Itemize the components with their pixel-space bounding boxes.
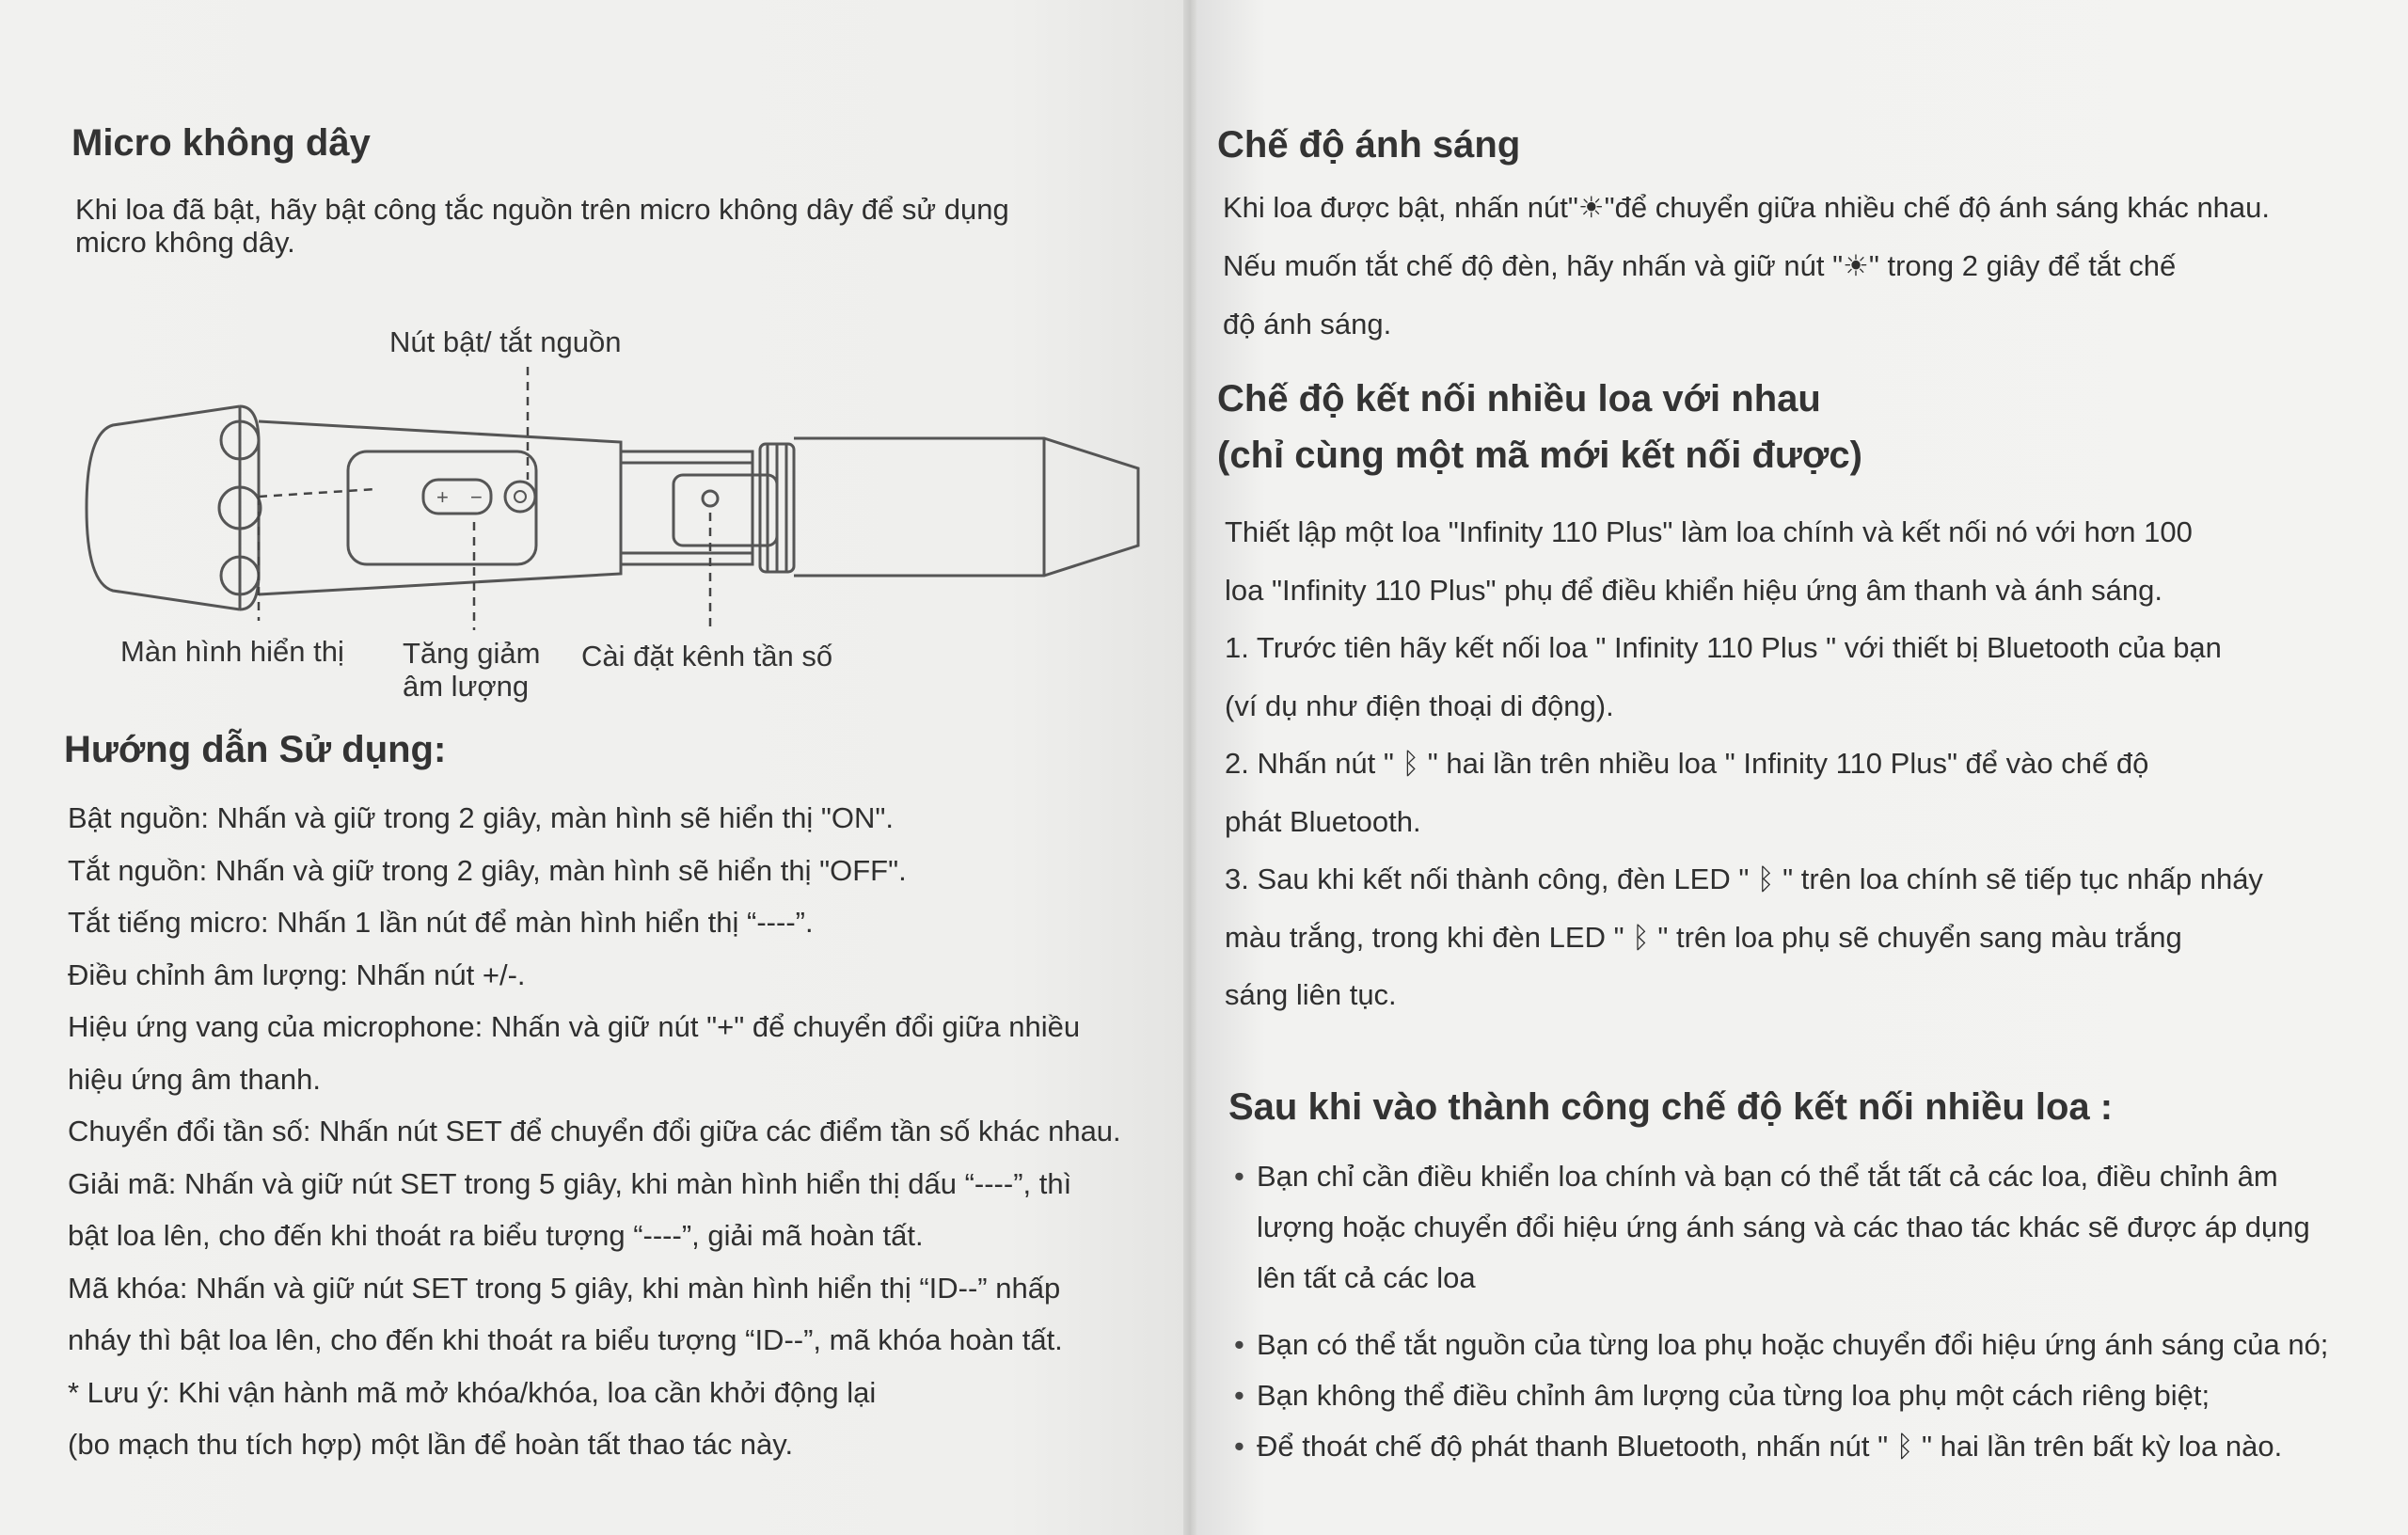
power-button-label: Nút bật/ tắt nguồn [389,325,622,358]
mic-section-title: Micro không dây [71,122,371,164]
multi-speaker-line: 3. Sau khi kết nối thành công, đèn LED " ᛒ " trên loa chính sẽ tiếp tục nhấp nháy [1225,862,2263,895]
guide-line: Giải mã: Nhấn và giữ nút SET trong 5 giây, khi màn hình hiển thị dấu “----”, thì [68,1166,1072,1200]
mic-tail [794,438,1138,576]
guide-line: Tắt tiếng micro: Nhấn 1 lần nút để màn hình hiển thị “----”. [68,906,814,939]
guide-title: Hướng dẫn Sử dụng: [64,729,447,770]
microphone-diagram [75,357,1148,658]
multi-speaker-line: màu trắng, trong khi đèn LED " ᛒ " trên loa phụ sẽ chuyển sang màu trắng [1225,920,2182,954]
list-item-continuation: lên tất cả các loa [1257,1261,1476,1294]
list-item: • Bạn không thể điều chỉnh âm lượng của từng loa phụ một cách riêng biệt; [1257,1379,2210,1413]
multi-speaker-line: (ví dụ như điện thoại di động). [1225,688,1614,722]
light-mode-title: Chế độ ánh sáng [1217,124,1521,166]
guide-line: Bật nguồn: Nhấn và giữ trong 2 giây, màn hình sẽ hiển thị "ON". [68,801,894,834]
multi-speaker-line: 2. Nhấn nút " ᛒ " hai lần trên nhiều loa " Infinity 110 Plus" để vào chế độ [1225,747,2149,780]
channel-label: Cài đặt kênh tần số [581,640,833,673]
channel-button-icon [703,491,718,506]
guide-line: Tắt nguồn: Nhấn và giữ trong 2 giây, màn hình sẽ hiển thị "OFF". [68,853,907,887]
guide-line: Điều chỉnh âm lượng: Nhấn nút +/-. [68,957,526,991]
volume-label: Tăng giảm [403,637,541,670]
list-item-continuation: lượng hoặc chuyển đổi hiệu ứng ánh sáng và các thao tác khác sẽ được áp dụng [1257,1211,2310,1243]
mic-intro-line: Khi loa đã bật, hãy bật công tắc nguồn trên micro không dây để sử dụng [75,193,1009,226]
book-spine [1183,0,1196,1535]
after-connect-title: Sau khi vào thành công chế độ kết nối nhiều loa : [1228,1086,2114,1128]
guide-line: nháy thì bật loa lên, cho đến khi thoát ra biểu tượng “ID--”, mã khóa hoàn tất. [68,1323,1063,1356]
guide-line: Hiệu ứng vang của microphone: Nhấn và giữ nút "+" để chuyển đổi giữa nhiều [68,1010,1081,1043]
multi-speaker-line: 1. Trước tiên hãy kết nối loa " Infinity 110 Plus " với thiết bị Bluetooth của bạn [1225,631,2222,664]
multi-speaker-subtitle: (chỉ cùng một mã mới kết nối được) [1217,435,1862,476]
guide-line: * Lưu ý: Khi vận hành mã mở khóa/khóa, loa cần khởi động lại [68,1375,877,1409]
volume-label: âm lượng [403,670,530,703]
multi-speaker-line: sáng liên tục. [1225,978,1397,1011]
multi-speaker-line: Thiết lập một loa "Infinity 110 Plus" làm loa chính và kết nối nó với hơn 100 [1225,515,2193,548]
light-mode-line: Khi loa được bật, nhấn nút"☀"để chuyển giữa nhiều chế độ ánh sáng khác nhau. [1223,191,2271,224]
plus-minus-icon: + [436,485,449,509]
guide-line: Chuyển đổi tần số: Nhấn nút SET để chuyển đổi giữa các điểm tần số khác nhau. [68,1115,1121,1147]
list-item: • Để thoát chế độ phát thanh Bluetooth, nhấn nút " ᛒ " hai lần trên bất kỳ loa nào. [1257,1430,2282,1464]
guide-line: (bo mạch thu tích hợp) một lần để hoàn tất thao tác này. [68,1428,794,1461]
guide-line: hiệu ứng âm thanh. [68,1062,321,1096]
list-item: • Bạn có thể tắt nguồn của từng loa phụ hoặc chuyển đổi hiệu ứng ánh sáng của nó; [1257,1328,2328,1362]
guide-line: bật loa lên, cho đến khi thoát ra biểu tượng “----”, giải mã hoàn tất. [68,1219,924,1252]
list-item: • Bạn chỉ cần điều khiển loa chính và bạn có thể tắt tất cả các loa, điều chỉnh âm [1257,1160,2278,1194]
guide-line: Mã khóa: Nhấn và giữ nút SET trong 5 giây, khi màn hình hiển thị “ID--” nhấp [68,1271,1061,1305]
svg-text:−: − [470,485,483,509]
multi-speaker-line: phát Bluetooth. [1225,804,1421,838]
mic-grille-outline [87,406,240,609]
light-mode-line: Nếu muốn tắt chế độ đèn, hãy nhấn và giữ nút "☀" trong 2 giây để tắt chế [1223,249,2177,282]
display-label: Màn hình hiển thị [120,635,344,668]
power-button-icon [505,482,535,512]
light-mode-line: độ ánh sáng. [1223,308,1392,340]
mic-intro-line: micro không dây. [75,226,295,259]
display-leader-line [259,489,376,497]
multi-speaker-line: loa "Infinity 110 Plus" phụ để điều khiển hiệu ứng âm thanh và ánh sáng. [1225,573,2162,607]
multi-speaker-title: Chế độ kết nối nhiều loa với nhau [1217,378,1821,419]
